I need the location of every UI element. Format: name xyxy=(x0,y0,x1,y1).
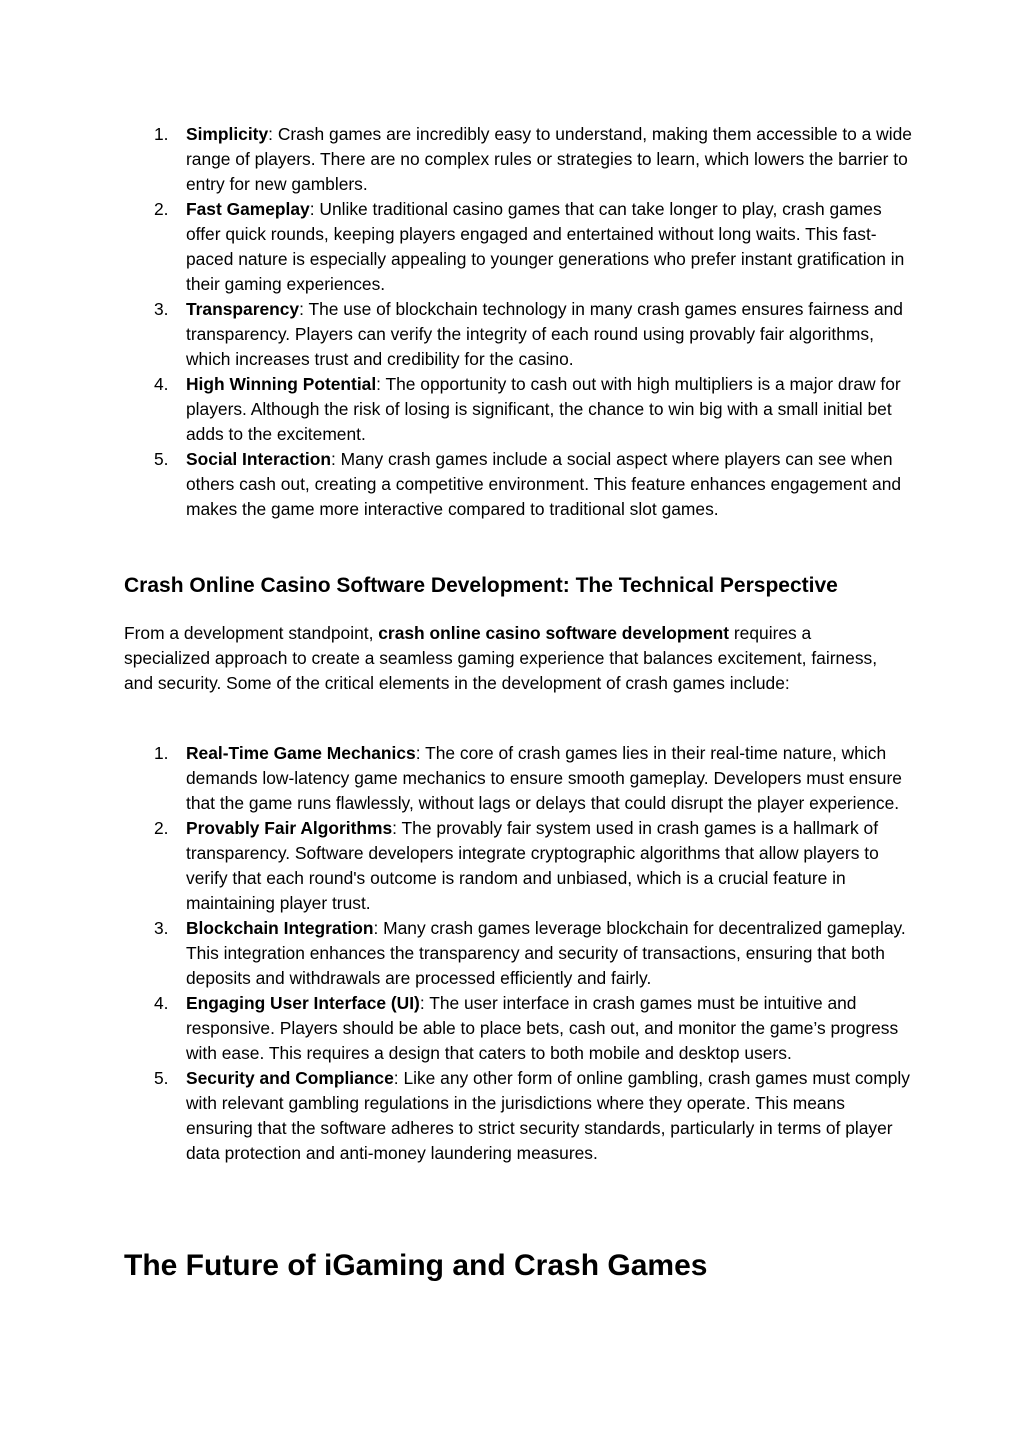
list-term: Simplicity xyxy=(186,124,269,144)
list-number: 2. xyxy=(154,818,169,838)
list-number: 3. xyxy=(154,299,169,319)
intro-text-bold: crash online casino software development xyxy=(378,623,730,643)
benefits-list xyxy=(124,122,914,522)
development-list xyxy=(124,741,914,1166)
list-term: Security and Compliance xyxy=(186,1068,394,1088)
list-text: : The opportunity to cash out with high multipliers is a major draw for players. Although the risk of losing is significant, the chance to win big with a small initial bet adds to the excitement. xyxy=(186,374,901,444)
list-term: Social Interaction xyxy=(186,449,331,469)
list-term: Transparency xyxy=(186,299,300,319)
list-term: Fast Gameplay xyxy=(186,199,310,219)
list-item xyxy=(124,372,914,447)
list-number: 4. xyxy=(154,374,169,394)
intro-paragraph xyxy=(124,621,894,696)
list-item xyxy=(124,741,914,816)
list-text: : Many crash games include a social aspect where players can see when others cash out, creating a competitive environment. This feature enhances engagement and makes the game more interactive compared to traditional slot games. xyxy=(186,449,902,519)
list-text: : The user interface in crash games must be intuitive and responsive. Players should be able to place bets, cash out, and monitor the game’s progress with ease. This requires a design that caters to both mobile and desktop users. xyxy=(186,993,899,1063)
list-item xyxy=(124,297,914,372)
list-item xyxy=(124,1066,914,1166)
list-number: 2. xyxy=(154,199,169,219)
list-item xyxy=(124,916,914,991)
list-text: : The provably fair system used in crash games is a hallmark of transparency. Software developers integrate cryptographic algorithms that allow players to verify that each round's outcome is random and unbiased, which is a crucial feature in maintaining player trust. xyxy=(186,818,879,913)
list-number: 5. xyxy=(154,1068,169,1088)
list-term: Provably Fair Algorithms xyxy=(186,818,393,838)
intro-text-after: requires a specialized approach to create a seamless gaming experience that balances excitement, fairness, and security. Some of the critical elements in the development of crash games include: xyxy=(124,623,878,693)
list-term: Engaging User Interface (UI) xyxy=(186,993,420,1013)
list-number: 5. xyxy=(154,449,169,469)
list-term: Blockchain Integration xyxy=(186,918,374,938)
list-text: : Like any other form of online gambling, crash games must comply with relevant gambling regulations in the jurisdictions where they operate. This means ensuring that the software adheres to strict security standards, particularly in terms of player data protection and anti-money laundering measures. xyxy=(186,1068,910,1163)
list-item xyxy=(124,197,914,297)
list-text: : Crash games are incredibly easy to understand, making them accessible to a wide range of players. There are no complex rules or strategies to learn, which lowers the barrier to entry for new gamblers. xyxy=(186,124,912,194)
list-term: High Winning Potential xyxy=(186,374,377,394)
list-number: 3. xyxy=(154,918,169,938)
list-term: Real-Time Game Mechanics xyxy=(186,743,416,763)
list-item xyxy=(124,816,914,916)
list-item xyxy=(124,991,914,1066)
list-number: 4. xyxy=(154,993,169,1013)
list-number: 1. xyxy=(154,124,169,144)
list-text: : Many crash games leverage blockchain for decentralized gameplay. This integration enhances the transparency and security of transactions, ensuring that both deposits and withdrawals are processed efficiently and fairly. xyxy=(186,918,906,988)
list-item xyxy=(124,447,914,522)
list-number: 1. xyxy=(154,743,169,763)
list-text: : Unlike traditional casino games that can take longer to play, crash games offer quick rounds, keeping players engaged and entertained without long waits. This fast-paced nature is especially appealing to younger generations who prefer instant gratification in their gaming experiences. xyxy=(186,199,905,294)
list-item xyxy=(124,122,914,197)
list-text: : The core of crash games lies in their real-time nature, which demands low-latency game mechanics to ensure smooth gameplay. Developers must ensure that the game runs flawlessly, without lags or delays that could disrupt the player experience. xyxy=(186,743,902,813)
list-text: : The use of blockchain technology in many crash games ensures fairness and transparency. Players can verify the integrity of each round using provably fair algorithms, which increases trust and credibility for the casino. xyxy=(186,299,903,369)
section-heading: Crash Online Casino Software Development: The Technical Perspective xyxy=(124,574,838,597)
future-heading: The Future of iGaming and Crash Games xyxy=(124,1249,708,1282)
intro-text-before: From a development standpoint, xyxy=(124,623,379,643)
